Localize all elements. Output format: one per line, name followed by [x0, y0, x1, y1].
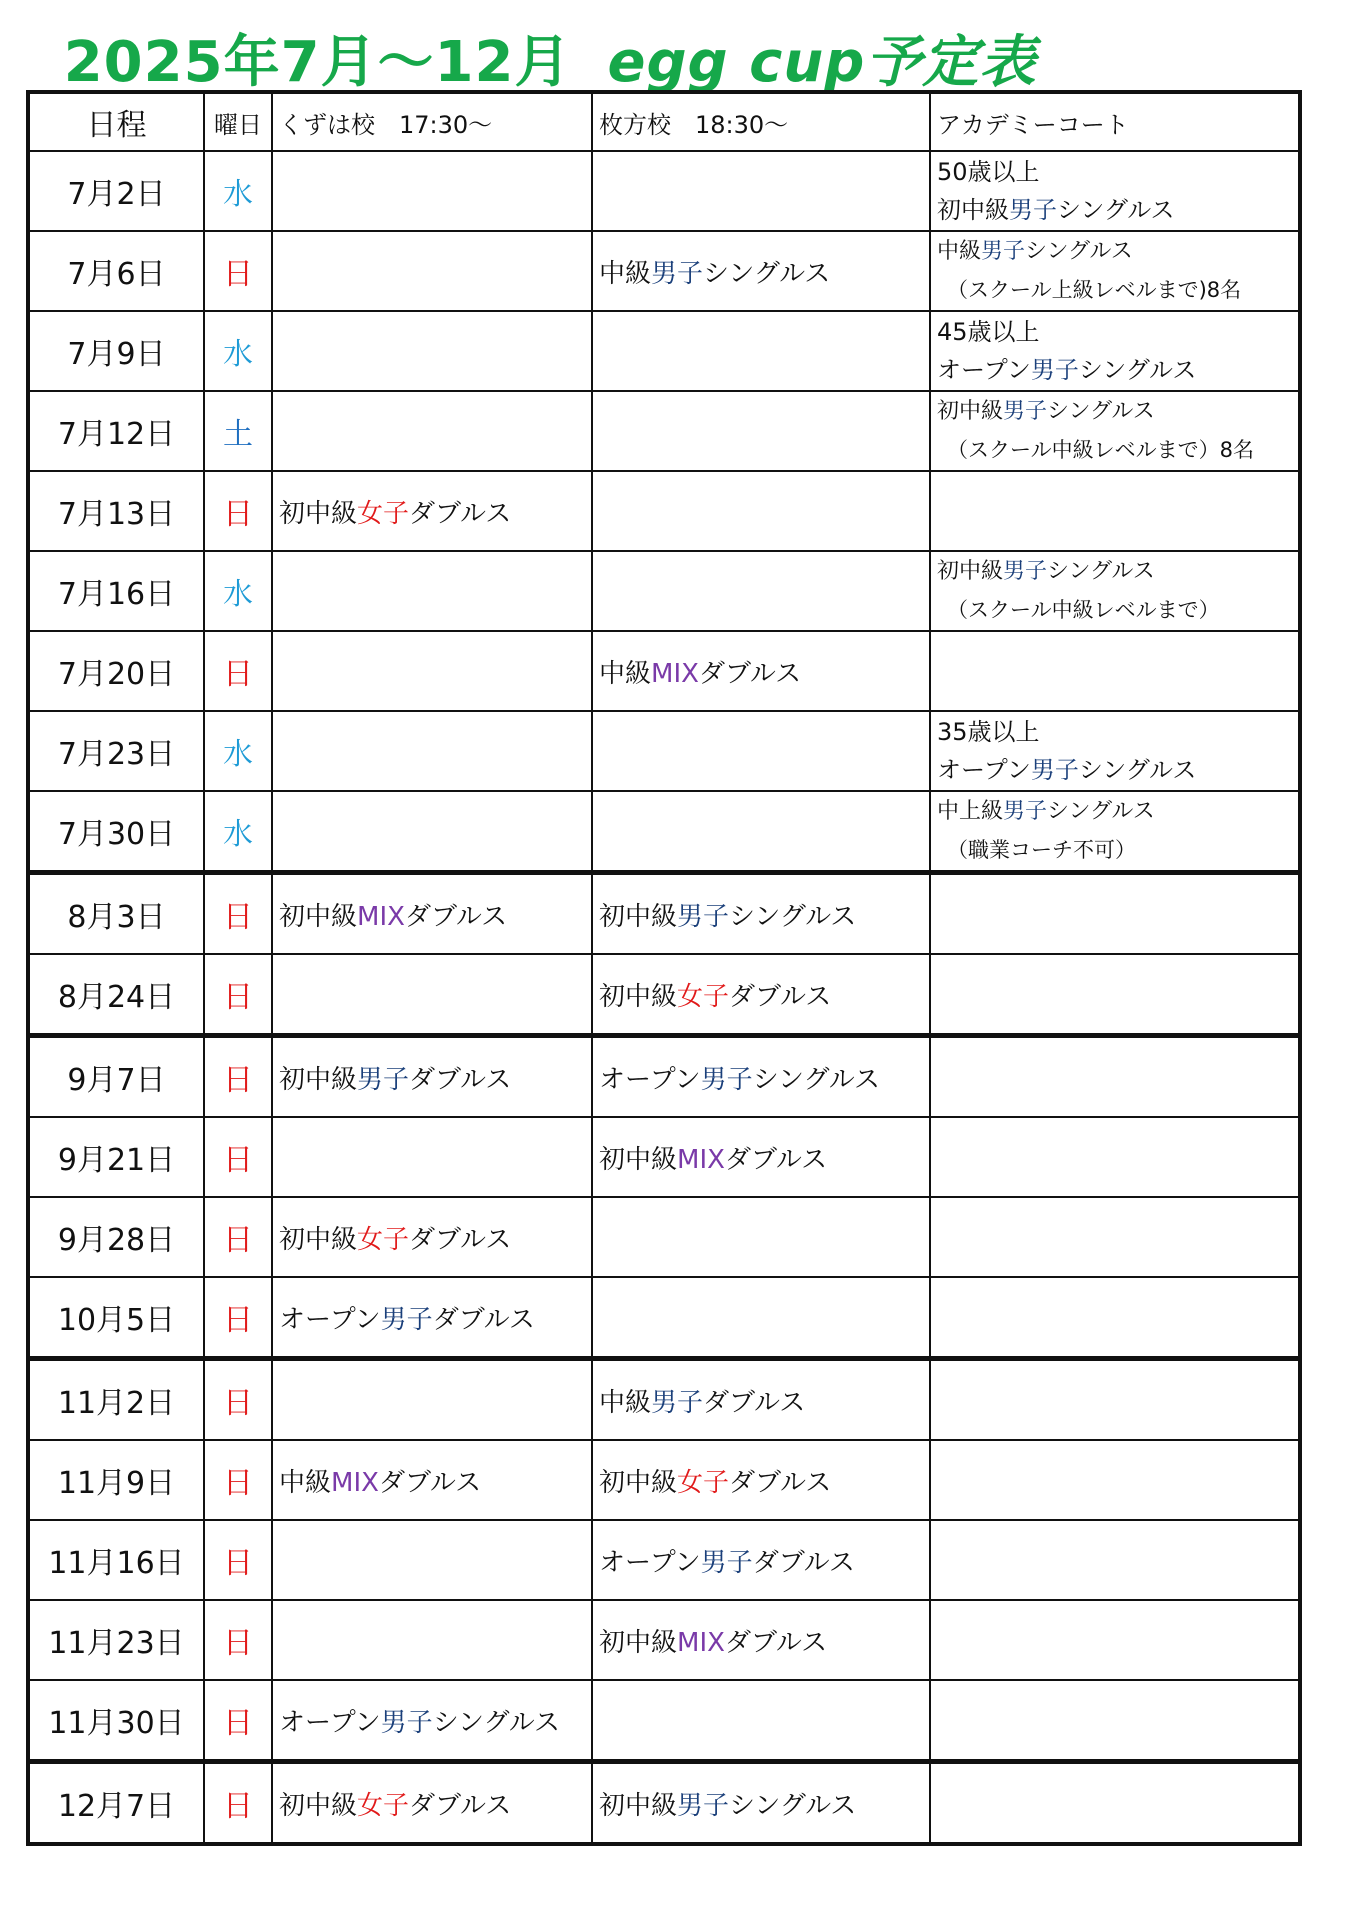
row-hirakata-event: 中級男子シングルス [592, 231, 930, 311]
schedule-row [28, 1440, 1300, 1520]
academy-line-secondary: （スクール上級レベルまで)8名 [947, 278, 1242, 302]
header-academy: アカデミーコート [930, 92, 1300, 151]
row-day-of-week: 水 [204, 551, 272, 631]
row-kuzuha-event [272, 631, 592, 711]
row-hirakata-event: 初中級MIXダブルス [592, 1117, 930, 1197]
row-day-of-week: 日 [204, 1036, 272, 1118]
row-date: 11月9日 [28, 1440, 204, 1520]
row-academy-event [930, 1520, 1300, 1600]
row-academy-event [930, 1762, 1300, 1845]
header-row [28, 92, 1300, 151]
row-kuzuha-event: 初中級女子ダブルス [272, 1197, 592, 1277]
academy-line-primary: 中級男子シングルス [937, 239, 1133, 264]
row-academy-event [930, 1359, 1300, 1441]
row-academy-event [930, 1680, 1300, 1762]
row-hirakata-event [592, 711, 930, 791]
academy-line-primary: 35歳以上 [937, 718, 1040, 746]
header-date: 日程 [28, 92, 204, 151]
row-hirakata-event: 中級男子ダブルス [592, 1359, 930, 1441]
row-kuzuha-event [272, 151, 592, 231]
row-day-of-week: 日 [204, 1440, 272, 1520]
female-keyword: 女子 [357, 1224, 410, 1255]
row-hirakata-event: 初中級男子シングルス [592, 1762, 930, 1845]
row-kuzuha-event [272, 1359, 592, 1441]
row-academy-event [930, 1036, 1300, 1118]
row-hirakata-event [592, 1680, 930, 1762]
male-keyword: 男子 [1030, 756, 1079, 784]
schedule-row [28, 1680, 1300, 1762]
row-day-of-week: 日 [204, 231, 272, 311]
row-date: 8月3日 [28, 873, 204, 955]
row-date: 7月16日 [28, 551, 204, 631]
title-period: 2025年7月～12月 [63, 30, 572, 95]
row-kuzuha-event [272, 711, 592, 791]
row-kuzuha-event: 初中級MIXダブルス [272, 873, 592, 955]
row-date: 7月23日 [28, 711, 204, 791]
schedule-body [28, 151, 1300, 1844]
mix-keyword: MIX [677, 1627, 725, 1658]
male-keyword: 男子 [651, 258, 704, 289]
male-keyword: 男子 [981, 239, 1026, 264]
male-keyword: 男子 [700, 1064, 753, 1095]
row-kuzuha-event [272, 1520, 592, 1600]
header-kuzuha: くずは校 17:30～ [272, 92, 592, 151]
row-day-of-week: 日 [204, 1277, 272, 1359]
row-kuzuha-event [272, 791, 592, 873]
row-kuzuha-event [272, 311, 592, 391]
row-day-of-week: 日 [204, 631, 272, 711]
female-keyword: 女子 [677, 981, 730, 1012]
row-day-of-week: 日 [204, 1600, 272, 1680]
row-academy-event [930, 1600, 1300, 1680]
row-kuzuha-event: 初中級男子ダブルス [272, 1036, 592, 1118]
row-day-of-week: 日 [204, 1117, 272, 1197]
row-day-of-week: 土 [204, 391, 272, 471]
schedule-row [28, 1117, 1300, 1197]
row-hirakata-event: 初中級男子シングルス [592, 873, 930, 955]
schedule-row [28, 1036, 1300, 1118]
row-date: 9月28日 [28, 1197, 204, 1277]
row-day-of-week: 日 [204, 1197, 272, 1277]
male-keyword: 男子 [677, 901, 730, 932]
male-keyword: 男子 [1009, 196, 1057, 224]
academy-line-secondary: オープン男子シングルス [937, 356, 1197, 384]
row-academy-event [930, 391, 1300, 471]
row-academy-event [930, 471, 1300, 551]
male-keyword: 男子 [357, 1064, 410, 1095]
female-keyword: 女子 [357, 1790, 410, 1821]
row-academy-event [930, 791, 1300, 873]
row-academy-event [930, 551, 1300, 631]
row-hirakata-event [592, 551, 930, 631]
page-title [0, 18, 1100, 98]
schedule-row [28, 551, 1300, 631]
row-date: 7月2日 [28, 151, 204, 231]
mix-keyword: MIX [677, 1144, 725, 1175]
row-hirakata-event: 初中級MIXダブルス [592, 1600, 930, 1680]
row-hirakata-event: 初中級女子ダブルス [592, 954, 930, 1036]
row-day-of-week: 日 [204, 1520, 272, 1600]
row-date: 12月7日 [28, 1762, 204, 1845]
row-day-of-week: 水 [204, 151, 272, 231]
row-date: 11月16日 [28, 1520, 204, 1600]
academy-line-secondary: 初中級男子シングルス [937, 196, 1175, 224]
academy-line-primary: 45歳以上 [937, 318, 1040, 346]
schedule-row [28, 873, 1300, 955]
female-keyword: 女子 [357, 498, 410, 529]
row-kuzuha-event: 中級MIXダブルス [272, 1440, 592, 1520]
row-hirakata-event: 中級MIXダブルス [592, 631, 930, 711]
row-academy-event [930, 311, 1300, 391]
row-date: 7月9日 [28, 311, 204, 391]
male-keyword: 男子 [1003, 559, 1048, 584]
row-day-of-week: 日 [204, 471, 272, 551]
row-kuzuha-event: 初中級女子ダブルス [272, 1762, 592, 1845]
row-day-of-week: 日 [204, 1762, 272, 1845]
academy-line-secondary: （スクール中級レベルまで） [947, 598, 1220, 622]
schedule-row [28, 1600, 1300, 1680]
row-date: 11月30日 [28, 1680, 204, 1762]
row-day-of-week: 日 [204, 873, 272, 955]
academy-line-secondary: （職業コーチ不可） [947, 838, 1136, 862]
academy-line-primary: 中上級男子シングルス [937, 799, 1155, 824]
schedule-row [28, 311, 1300, 391]
mix-keyword: MIX [331, 1467, 379, 1498]
row-day-of-week: 日 [204, 954, 272, 1036]
row-date: 10月5日 [28, 1277, 204, 1359]
row-hirakata-event [592, 1197, 930, 1277]
male-keyword: 男子 [1030, 356, 1079, 384]
academy-line-primary: 初中級男子シングルス [937, 399, 1155, 424]
row-academy-event [930, 631, 1300, 711]
schedule-row [28, 471, 1300, 551]
academy-line-primary: 初中級男子シングルス [937, 559, 1155, 584]
male-keyword: 男子 [380, 1707, 433, 1738]
title-subtitle: egg cup予定表 [607, 30, 1037, 95]
male-keyword: 男子 [700, 1547, 753, 1578]
row-day-of-week: 水 [204, 791, 272, 873]
schedule-row [28, 1197, 1300, 1277]
mix-keyword: MIX [651, 658, 699, 689]
row-academy-event [930, 711, 1300, 791]
schedule-row [28, 791, 1300, 873]
row-date: 7月13日 [28, 471, 204, 551]
academy-line-secondary: オープン男子シングルス [937, 756, 1197, 784]
schedule-row [28, 1762, 1300, 1845]
row-hirakata-event: オープン男子ダブルス [592, 1520, 930, 1600]
row-academy-event [930, 1440, 1300, 1520]
row-hirakata-event: 初中級女子ダブルス [592, 1440, 930, 1520]
row-date: 11月2日 [28, 1359, 204, 1441]
row-kuzuha-event [272, 954, 592, 1036]
row-date: 7月6日 [28, 231, 204, 311]
academy-line-primary: 50歳以上 [937, 158, 1040, 186]
row-date: 9月7日 [28, 1036, 204, 1118]
row-academy-event [930, 1117, 1300, 1197]
row-academy-event [930, 1277, 1300, 1359]
row-hirakata-event [592, 471, 930, 551]
row-hirakata-event [592, 151, 930, 231]
row-day-of-week: 水 [204, 711, 272, 791]
row-kuzuha-event [272, 231, 592, 311]
schedule-row [28, 391, 1300, 471]
row-hirakata-event [592, 391, 930, 471]
schedule-row [28, 954, 1300, 1036]
mix-keyword: MIX [357, 901, 405, 932]
row-kuzuha-event: オープン男子シングルス [272, 1680, 592, 1762]
female-keyword: 女子 [677, 1467, 730, 1498]
row-academy-event [930, 954, 1300, 1036]
row-hirakata-event [592, 791, 930, 873]
row-hirakata-event [592, 311, 930, 391]
academy-line-secondary: （スクール中級レベルまで）8名 [947, 438, 1254, 462]
schedule-row [28, 631, 1300, 711]
row-academy-event [930, 1197, 1300, 1277]
male-keyword: 男子 [1003, 799, 1048, 824]
male-keyword: 男子 [1003, 399, 1048, 424]
row-academy-event [930, 873, 1300, 955]
row-date: 11月23日 [28, 1600, 204, 1680]
row-day-of-week: 日 [204, 1680, 272, 1762]
row-kuzuha-event [272, 1600, 592, 1680]
row-kuzuha-event [272, 391, 592, 471]
row-date: 7月12日 [28, 391, 204, 471]
header-hirakata: 枚方校 18:30～ [592, 92, 930, 151]
row-date: 9月21日 [28, 1117, 204, 1197]
row-kuzuha-event [272, 1117, 592, 1197]
row-academy-event [930, 151, 1300, 231]
schedule-row [28, 711, 1300, 791]
schedule-row [28, 1277, 1300, 1359]
row-date: 7月30日 [28, 791, 204, 873]
male-keyword: 男子 [651, 1387, 704, 1418]
schedule-table [26, 90, 1302, 1846]
row-academy-event [930, 231, 1300, 311]
row-kuzuha-event [272, 551, 592, 631]
male-keyword: 男子 [677, 1790, 730, 1821]
row-kuzuha-event: オープン男子ダブルス [272, 1277, 592, 1359]
row-hirakata-event: オープン男子シングルス [592, 1036, 930, 1118]
male-keyword: 男子 [380, 1304, 433, 1335]
row-day-of-week: 水 [204, 311, 272, 391]
schedule-row [28, 1359, 1300, 1441]
schedule-row [28, 231, 1300, 311]
row-kuzuha-event: 初中級女子ダブルス [272, 471, 592, 551]
schedule-row [28, 151, 1300, 231]
row-date: 8月24日 [28, 954, 204, 1036]
row-day-of-week: 日 [204, 1359, 272, 1441]
row-hirakata-event [592, 1277, 930, 1359]
row-date: 7月20日 [28, 631, 204, 711]
header-day-of-week: 曜日 [204, 92, 272, 151]
schedule-row [28, 1520, 1300, 1600]
